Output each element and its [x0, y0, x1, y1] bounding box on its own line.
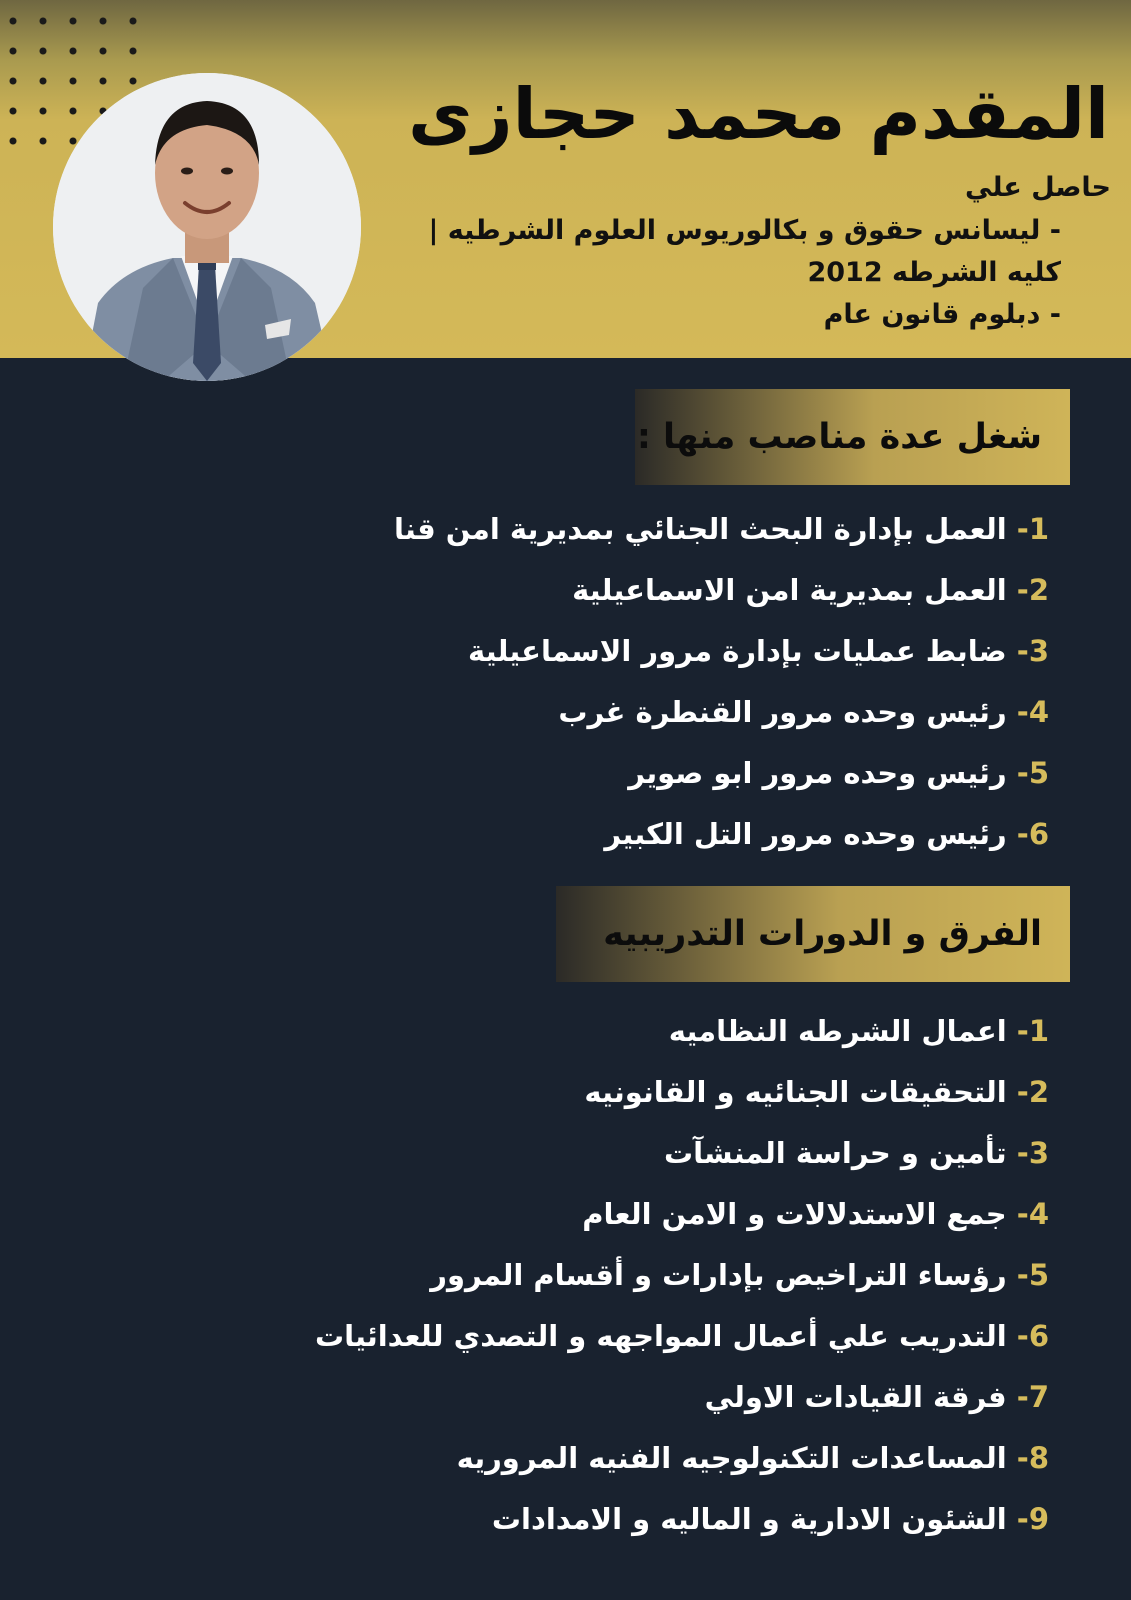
education-intro: حاصل علي: [965, 172, 1111, 203]
education-item: - ليسانس حقوق و بكالوريوس العلوم الشرطيه | كليه الشرطه 2012: [428, 215, 1061, 288]
courses-list: [149, 1001, 1049, 1550]
education-item: - دبلوم قانون عام: [823, 299, 1061, 330]
courses-heading: الفرق و الدورات التدريبيه: [603, 914, 1042, 954]
list-item: 4- رئيس وحده مرور القنطرة غرب: [558, 695, 1049, 729]
list-item: 5- رؤساء التراخيص بإدارات و أقسام المرور: [430, 1258, 1049, 1292]
education-section: [371, 168, 1111, 336]
list-item: 1- اعمال الشرطه النظاميه: [668, 1014, 1049, 1048]
list-item: 5- رئيس وحده مرور ابو صوير: [628, 756, 1049, 790]
education-list: [371, 210, 1111, 336]
list-item: 2- العمل بمديرية امن الاسماعيلية: [572, 573, 1049, 607]
positions-list: [149, 499, 1049, 865]
courses-heading-band: [556, 886, 1070, 982]
positions-heading: شغل عدة مناصب منها :: [636, 417, 1042, 457]
person-name: المقدم محمد حجازى: [408, 73, 1109, 155]
profile-photo: [53, 73, 361, 381]
list-item: 2- التحقيقات الجنائيه و القانونيه: [584, 1075, 1049, 1109]
positions-heading-band: [635, 389, 1070, 485]
list-item: 1- العمل بإدارة البحث الجنائي بمديرية امن قنا: [393, 512, 1049, 546]
list-item: 4- جمع الاستدلالات و الامن العام: [582, 1197, 1049, 1231]
list-item: 3- ضابط عمليات بإدارة مرور الاسماعيلية: [468, 634, 1049, 668]
header-band: [0, 0, 1131, 358]
person-portrait-icon: [53, 73, 361, 381]
list-item: 8- المساعدات التكنولوجيه الفنيه المروريه: [456, 1441, 1049, 1475]
list-item: 6- رئيس وحده مرور التل الكبير: [604, 817, 1049, 851]
list-item: 3- تأمين و حراسة المنشآت: [664, 1136, 1049, 1170]
list-item: 7- فرقة القيادات الاولي: [704, 1380, 1049, 1414]
list-item: 6- التدريب علي أعمال المواجهه و التصدي للعدائيات: [314, 1319, 1049, 1353]
list-item: 9- الشئون الادارية و الماليه و الامدادات: [491, 1502, 1049, 1536]
